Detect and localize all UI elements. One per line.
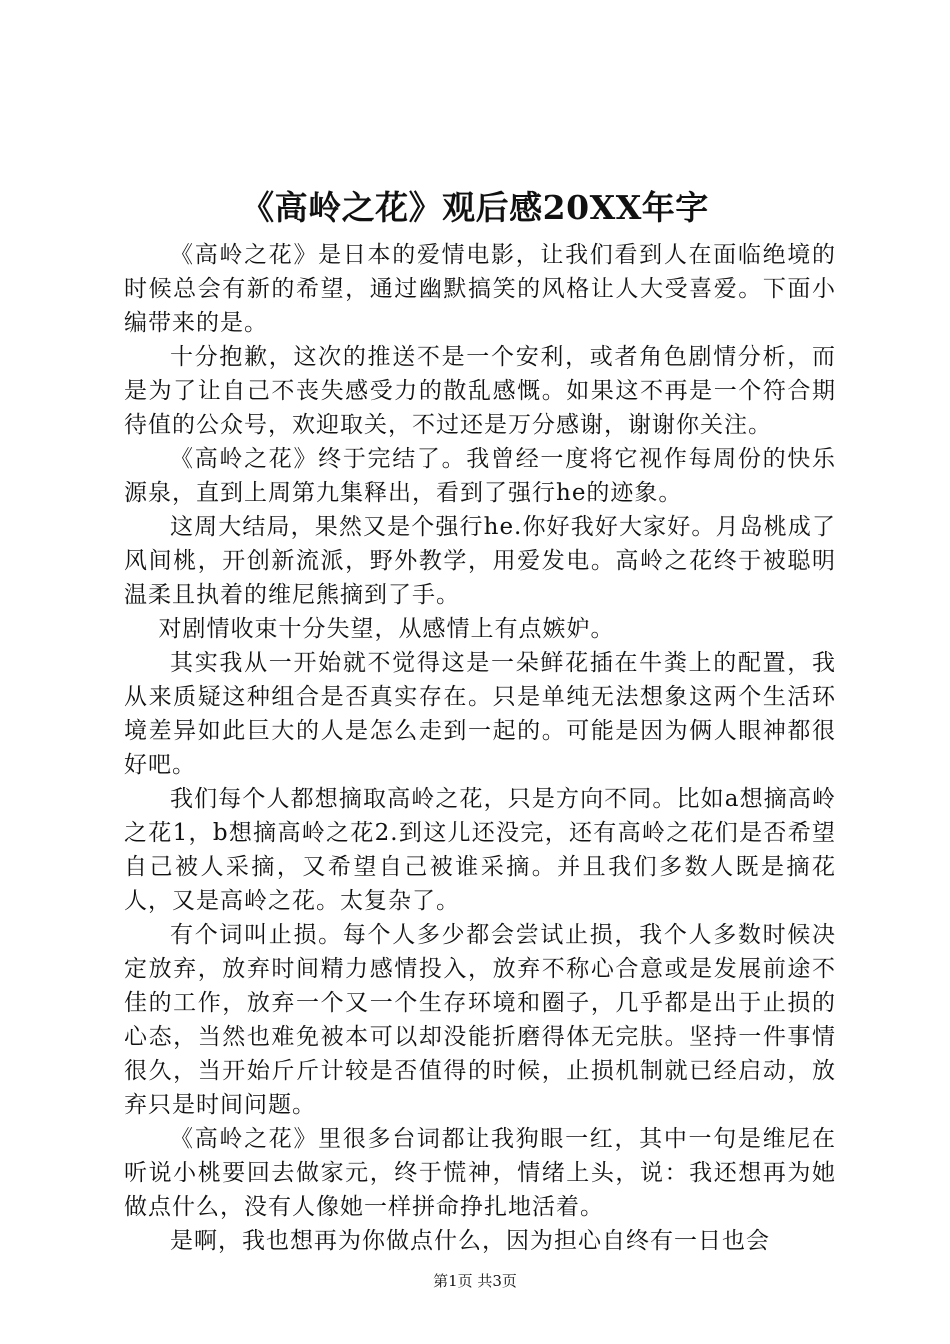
paragraph-intro: 《高岭之花》是日本的爱情电影，让我们看到人在面临绝境的时候总会有新的希望，通过幽默搞笑的风格让人大受喜爱。下面小编带来的是。 [124, 242, 836, 336]
document-body [124, 238, 836, 1258]
paragraph-pairing: 其实我从一开始就不觉得这是一朵鲜花插在牛粪上的配置，我从来质疑这种组合是否真实存在。只是单纯无法想象这两个生活环境差异如此巨大的人是怎么走到一起的。可能是因为俩人眼神都很好吧。 [124, 650, 836, 778]
paragraph-finale: 《高岭之花》终于完结了。我曾经一度将它视作每周份的快乐源泉，直到上周第九集释出，看到了强行he的迹象。 [124, 446, 836, 506]
paragraph-disappointment: 对剧情收束十分失望，从感情上有点嫉妒。 [158, 616, 615, 642]
paragraph-flower-pickers: 我们每个人都想摘取高岭之花，只是方向不同。比如a想摘高岭之花1，b想摘高岭之花2.到这儿还没完，还有高岭之花们是否希望自己被人采摘，又希望自己被谁采摘。并且我们多数人既是摘花人，又是高岭之花。太复杂了。 [124, 786, 836, 914]
paragraph-apology: 十分抱歉，这次的推送不是一个安利，或者角色剧情分析，而是为了让自己不丧失感受力的散乱感慨。如果这不再是一个符合期待值的公众号，欢迎取关，不过还是万分感谢，谢谢你关注。 [124, 344, 836, 438]
paragraph-quote: 《高岭之花》里很多台词都让我狗眼一红，其中一句是维尼在听说小桃要回去做家元，终于慌神，情绪上头，说：我还想再为她做点什么，没有人像她一样拼命挣扎地活着。 [124, 1126, 836, 1220]
paragraph-ending: 这周大结局，果然又是个强行he.你好我好大家好。月岛桃成了风间桃，开创新流派，野外教学，用爱发电。高岭之花终于被聪明温柔且执着的维尼熊摘到了手。 [124, 514, 836, 608]
paragraph-closing: 是啊，我也想再为你做点什么，因为担心自终有一日也会 [170, 1228, 770, 1254]
document-title: 《高岭之花》观后感20XX年字 [241, 188, 709, 227]
paragraph-stop-loss: 有个词叫止损。每个人多少都会尝试止损，我个人多数时候决定放弃，放弃时间精力感情投入，放弃不称心合意或是发展前途不佳的工作，放弃一个又一个生存环境和圈子，几乎都是出于止损的心态，当然也难免被本可以却没能折磨得体无完肤。坚持一件事情很久，当开始斤斤计较是否值得的时候，止损机制就已经启动，放弃只是时间问题。 [124, 922, 836, 1118]
page-footer: 第1页 共3页 [433, 1272, 517, 1290]
